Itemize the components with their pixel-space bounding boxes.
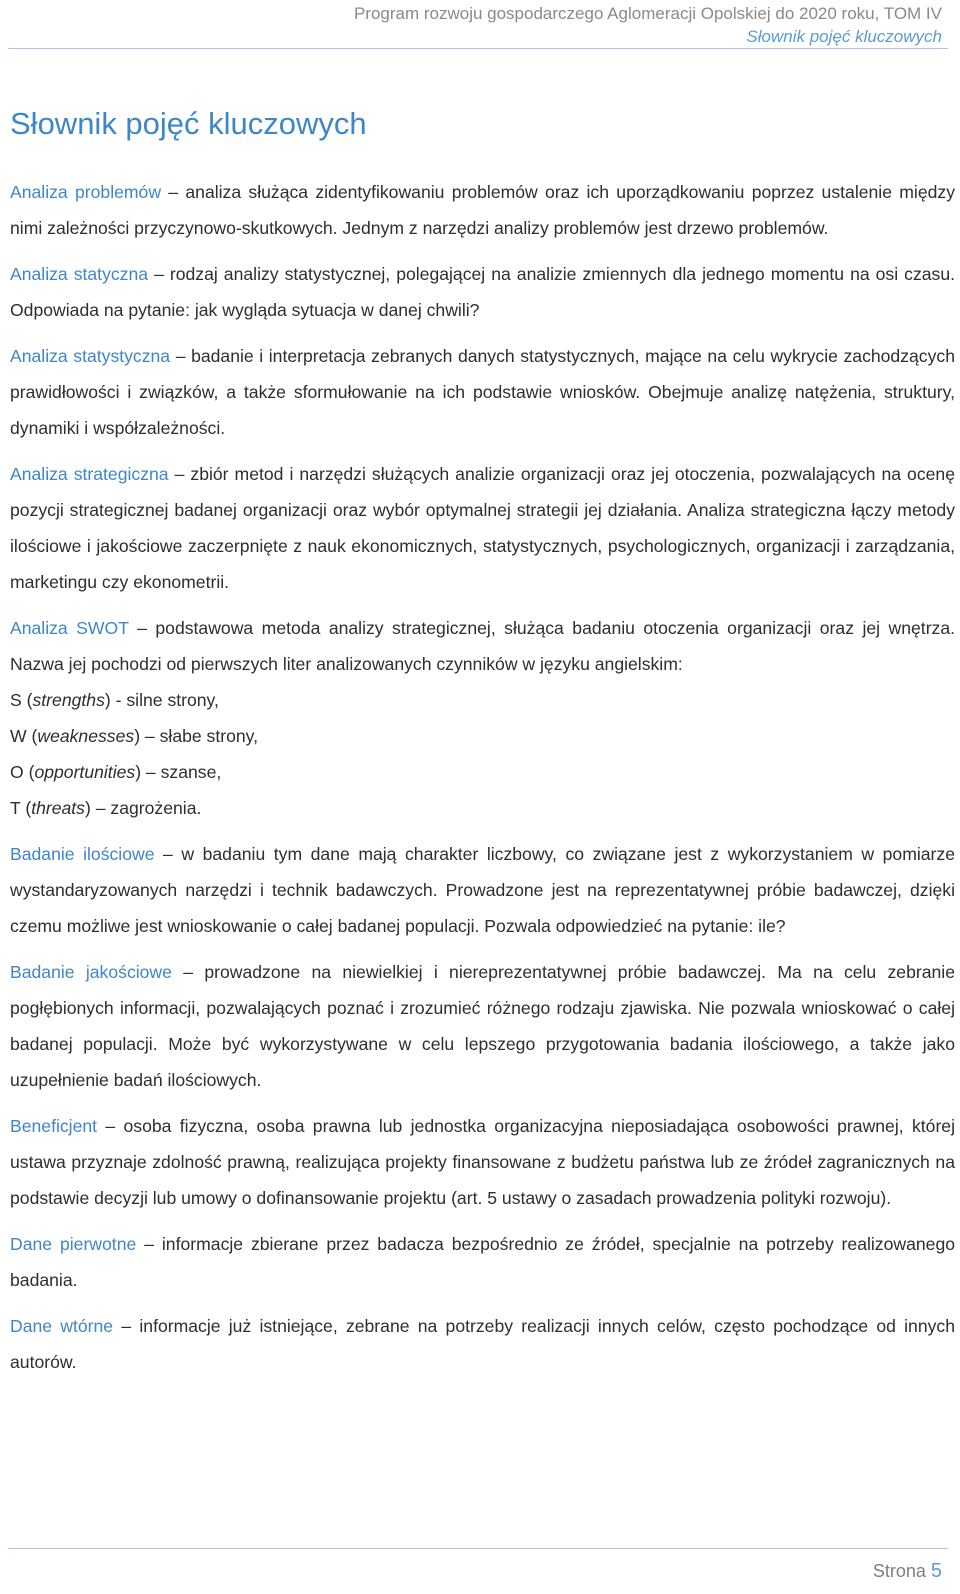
term-dash: – (154, 264, 164, 284)
header-divider (8, 48, 948, 49)
page-title: Słownik pojęć kluczowych (10, 106, 367, 141)
glossary-term: Analiza SWOT (10, 618, 129, 638)
glossary-definition: zbiór metod i narzędzi służących analizie organizacji oraz jej otoczenia, pozwalających na ocenę pozycji strategicznej badanej organizacji oraz wybór optymalnej strategii jej działania. Analiza strategiczna łączy metody ilościowe i jakościowe zaczerpnięte z nauk ekonomicznych, statystycznych, psychologicznych, organizacji i zarządzania, marketingu czy ekonometrii. (10, 464, 955, 592)
glossary-definition: informacje zbierane przez badacza bezpośrednio ze źródeł, specjalnie na potrzeby realizowanego badania. (10, 1234, 956, 1290)
glossary-entry (10, 1308, 955, 1380)
glossary-entry (10, 256, 955, 328)
term-dash: – (174, 464, 185, 484)
glossary-term: Beneficjent (10, 1116, 98, 1136)
glossary-definition: podstawowa metoda analizy strategicznej, służąca badaniu otoczenia organizacji oraz jej wnętrza. Nazwa jej pochodzi od pierwszych liter analizowanych czynników w języku angielskim: (10, 618, 956, 674)
swot-item: T (threats) – zagrożenia. (10, 798, 202, 818)
glossary-term: Analiza problemów (10, 182, 162, 202)
glossary-entry (10, 836, 955, 944)
glossary-entry (10, 1226, 955, 1298)
swot-english-word: threats (31, 798, 85, 818)
glossary-definition: w badaniu tym dane mają charakter liczbowy, co związane jest z wykorzystaniem w pomiarze wystandaryzowanych narzędzi i technik badawczych. Prowadzone jest na reprezentatywnej próbie badawczej, dzięki czemu możliwe jest wnioskowanie o całej badanej populacji. Pozwala odpowiedzieć na pytanie: ile? (10, 844, 955, 936)
term-dash: – (144, 1234, 154, 1254)
glossary-definition: rodzaj analizy statystycznej, polegającej na analizie zmiennych dla jednego momentu na osi czasu. Odpowiada na pytanie: jak wygląda sytuacja w danej chwili? (10, 264, 955, 320)
swot-item: O (opportunities) – szanse, (10, 762, 222, 782)
glossary-term: Analiza statystyczna (10, 346, 171, 366)
glossary-definition: informacje już istniejące, zebrane na potrzeby realizacji innych celów, często pochodzące od innych autorów. (10, 1316, 955, 1372)
glossary-entry (10, 610, 955, 826)
swot-english-word: strengths (32, 690, 105, 710)
glossary-definition: badanie i interpretacja zebranych danych statystycznych, mające na celu wykrycie zachodzących prawidłowości i związków, a także sformułowanie na ich podstawie wniosków. Obejmuje analizę natężenia, struktury, dynamiki i współzależności. (10, 346, 955, 438)
swot-english-word: opportunities (34, 762, 136, 782)
term-dash: – (105, 1116, 116, 1136)
glossary-entry (10, 1108, 955, 1216)
swot-item: W (weaknesses) – słabe strony, (10, 726, 259, 746)
page-number: 5 (930, 1560, 942, 1582)
header-document-title: Program rozwoju gospodarczego Aglomeracji Opolskiej do 2020 roku, TOM IV (353, 4, 942, 23)
swot-english-word: weaknesses (37, 726, 135, 746)
header-section-title: Słownik pojęć kluczowych (746, 27, 942, 46)
glossary-definition: osoba fizyczna, osoba prawna lub jednostka organizacyjna nieposiadająca osobowości prawnej, której ustawa przyznaje zdolność prawną, realizująca projekty finansowane z budżetu państwa lub ze źródeł zagranicznych na podstawie decyzji lub umowy o dofinansowanie projektu (art. 5 ustawy o zasadach prowadzenia polityki rozwoju). (10, 1116, 955, 1208)
glossary-term: Badanie ilościowe (10, 844, 155, 864)
term-dash: – (183, 962, 194, 982)
term-dash: – (168, 182, 179, 202)
term-dash: – (137, 618, 147, 638)
glossary-list (10, 174, 955, 1390)
glossary-term: Dane pierwotne (10, 1234, 137, 1254)
glossary-entry (10, 338, 955, 446)
glossary-entry (10, 954, 955, 1098)
footer-divider (8, 1548, 948, 1549)
glossary-term: Dane wtórne (10, 1316, 114, 1336)
term-dash: – (175, 346, 186, 366)
swot-item: S (strengths) - silne strony, (10, 690, 219, 710)
glossary-term: Analiza strategiczna (10, 464, 169, 484)
page-label: Strona (872, 1561, 926, 1581)
running-header (354, 2, 942, 48)
glossary-definition: analiza służąca zidentyfikowaniu problemów oraz ich uporządkowaniu poprzez ustalenie między nimi zależności przyczynowo-skutkowych. Jednym z narzędzi analizy problemów jest drzewo problemów. (10, 182, 955, 238)
glossary-entry (10, 174, 955, 246)
term-dash: – (121, 1316, 132, 1336)
glossary-definition: prowadzone na niewielkiej i niereprezentatywnej próbie badawczej. Ma na celu zebranie pogłębionych informacji, pozwalających poznać i zrozumieć różnego rodzaju zjawiska. Nie pozwala wnioskować o całej badanej populacji. Może być wykorzystywane w celu lepszego przygotowania badania ilościowego, a także jako uzupełnienie badań ilościowych. (10, 962, 956, 1090)
glossary-entry (10, 456, 955, 600)
glossary-term: Badanie jakościowe (10, 962, 172, 982)
glossary-term: Analiza statyczna (10, 264, 149, 284)
term-dash: – (163, 844, 173, 864)
page-footer (873, 1560, 942, 1583)
